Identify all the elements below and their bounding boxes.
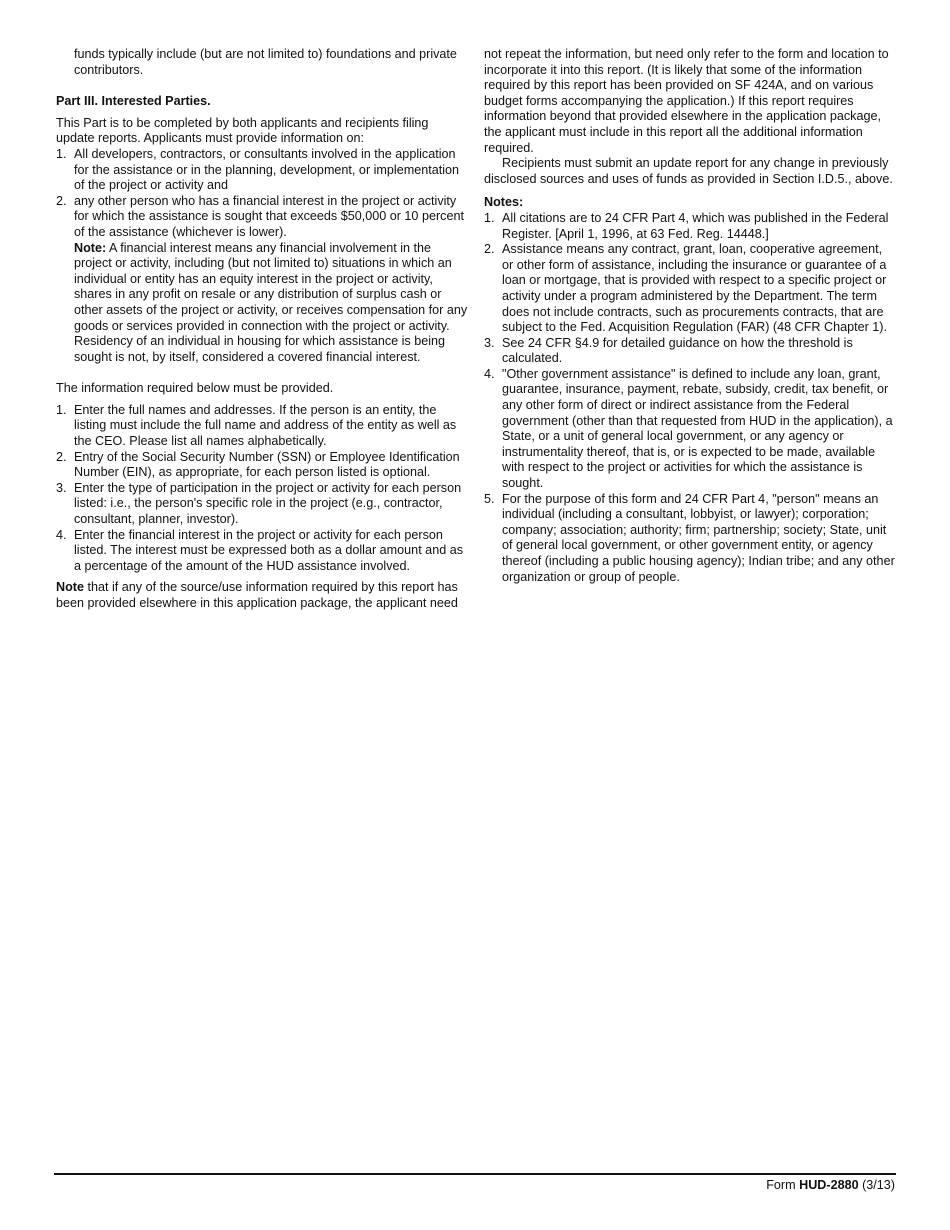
- list-text: [74, 194, 468, 366]
- list-number: 3.: [56, 480, 67, 495]
- list-text-main: any other person who has a financial interest in the project or activity for which the assistance is sought that exceeds $50,000 or 10 percent of the assistance (whichever is lower).: [74, 193, 464, 239]
- closing-note-label: Note: [56, 580, 84, 595]
- list-text: All developers, contractors, or consultants involved in the application for the assistance or in the planning, development, or implementation of the project or activity and: [74, 146, 460, 193]
- list-item: [56, 528, 468, 575]
- list-item: [484, 336, 896, 367]
- left-column: [56, 47, 468, 612]
- list-number: 4.: [484, 366, 495, 381]
- list-number: 2.: [56, 193, 67, 208]
- list-text: Enter the full names and addresses. If the person is an entity, the listing must include the full name and address of the entity as well as the CEO. Please list all names alphabetically.: [74, 402, 457, 449]
- notes-heading: Notes:: [484, 195, 524, 210]
- right-continuation: not repeat the information, but need only refer to the form and location to incorporate it into this report. (It is likely that some of the information required by this report has been provided on SF 424A, and on various budget forms accompanying the application.) If this report requires information beyond that provided elsewhere in the application package, the applicant must include in this report all the additional information required.: [484, 47, 889, 155]
- list-number: 1.: [56, 146, 67, 161]
- closing-note: [56, 580, 468, 611]
- list-item: [484, 492, 896, 586]
- list-number: 5.: [484, 491, 495, 506]
- list-item: [56, 403, 468, 450]
- list-number: 4.: [56, 527, 67, 542]
- list-item: [484, 242, 896, 336]
- left-continuation: funds typically include (but are not limited to) foundations and private contributors.: [74, 47, 457, 77]
- list-text: Enter the type of participation in the project or activity for each person listed: i.e., the person's specific role in the project (e.g., contractor, consultant, planner, investor).: [74, 480, 462, 527]
- list-text: For the purpose of this form and 24 CFR Part 4, "person" means an individual (including a consultant, lobbyist, or lawyer); corporation; company; association; authority; firm; partnership; society; State, unit of general local government, or other government entity, or agency thereof (including a public housing agency); Indian tribe; and any other organization or group of people.: [502, 491, 895, 584]
- recipients-paragraph: Recipients must submit an update report for any change in previously disclosed sources and uses of funds as provided in Section I.D.5., above.: [484, 156, 893, 186]
- list-text: Entry of the Social Security Number (SSN) or Employee Identification Number (EIN), as appropriate, for each person listed is optional.: [74, 449, 460, 480]
- note-label: Note:: [74, 240, 107, 255]
- footer-divider: [54, 1173, 896, 1175]
- form-id: HUD-2880: [799, 1178, 859, 1192]
- right-column: [484, 47, 896, 585]
- list-number: 2.: [56, 449, 67, 464]
- list-text: Assistance means any contract, grant, loan, cooperative agreement, or other form of assistance, including the insurance or guarantee of a loan or mortgage, that is provided with respect to a specific project or activity under a program administered by the Department. The term does not include contracts, such as procurements contracts, that are subject to the Fed. Acquisition Regulation (FAR) (48 CFR Chapter 1).: [502, 242, 887, 335]
- list-text: Enter the financial interest in the project or activity for each person listed. The interest must be expressed both as a dollar amount and as a percentage of the amount of the HUD assistance involved.: [74, 527, 463, 573]
- note-text: A financial interest means any financial involvement in the project or activity, including (but not limited to) situations in which an individual or entity has an equity interest in the project or activity, shares in any profit on resale or any distribution of surplus cash or other assets of the project or activity, or receives compensation for any goods or services provided in connection with the project or activity. Residency of an individual in housing for which assistance is being sought is not, by itself, considered a covered financial interest.: [74, 240, 468, 364]
- required-intro: The information required below must be provided.: [56, 381, 334, 396]
- part-iii-intro: This Part is to be completed by both applicants and recipients filing update reports. Applicants must provide information on:: [56, 115, 429, 146]
- list-number: 1.: [56, 402, 67, 417]
- list-item: [56, 450, 468, 481]
- part-iii-heading: Part III. Interested Parties.: [56, 94, 211, 109]
- list-item: [484, 367, 896, 492]
- closing-note-text: that if any of the source/use information required by this report has been provided elsewhere in this application package, the applicant need: [56, 580, 458, 610]
- list-text: See 24 CFR §4.9 for detailed guidance on how the threshold is calculated.: [502, 335, 853, 366]
- list-text: All citations are to 24 CFR Part 4, which was published in the Federal Register. [April 1, 1996, at 63 Fed. Reg. 14448.]: [502, 210, 889, 241]
- list-item: [56, 147, 468, 194]
- list-item: [56, 481, 468, 528]
- list-item: [56, 194, 468, 366]
- form-footer: [766, 1178, 895, 1194]
- list-text: "Other government assistance" is defined to include any loan, grant, guarantee, insurance, payment, rebate, subsidy, credit, tax benefit, or any other form of direct or indirect assistance from the Federal government (other than that requested from HUD in the application), a State, or a unit of general local government, or any agency or instrumentality thereof, that is, or is expected to be made, available with respect to the project or activities for which the assistance is sought.: [502, 366, 893, 491]
- list-item: [484, 211, 896, 242]
- footer-prefix: Form: [766, 1178, 800, 1192]
- list-number: 3.: [484, 335, 495, 350]
- form-version: (3/13): [858, 1178, 895, 1192]
- list-number: 1.: [484, 210, 495, 225]
- list-number: 2.: [484, 242, 495, 257]
